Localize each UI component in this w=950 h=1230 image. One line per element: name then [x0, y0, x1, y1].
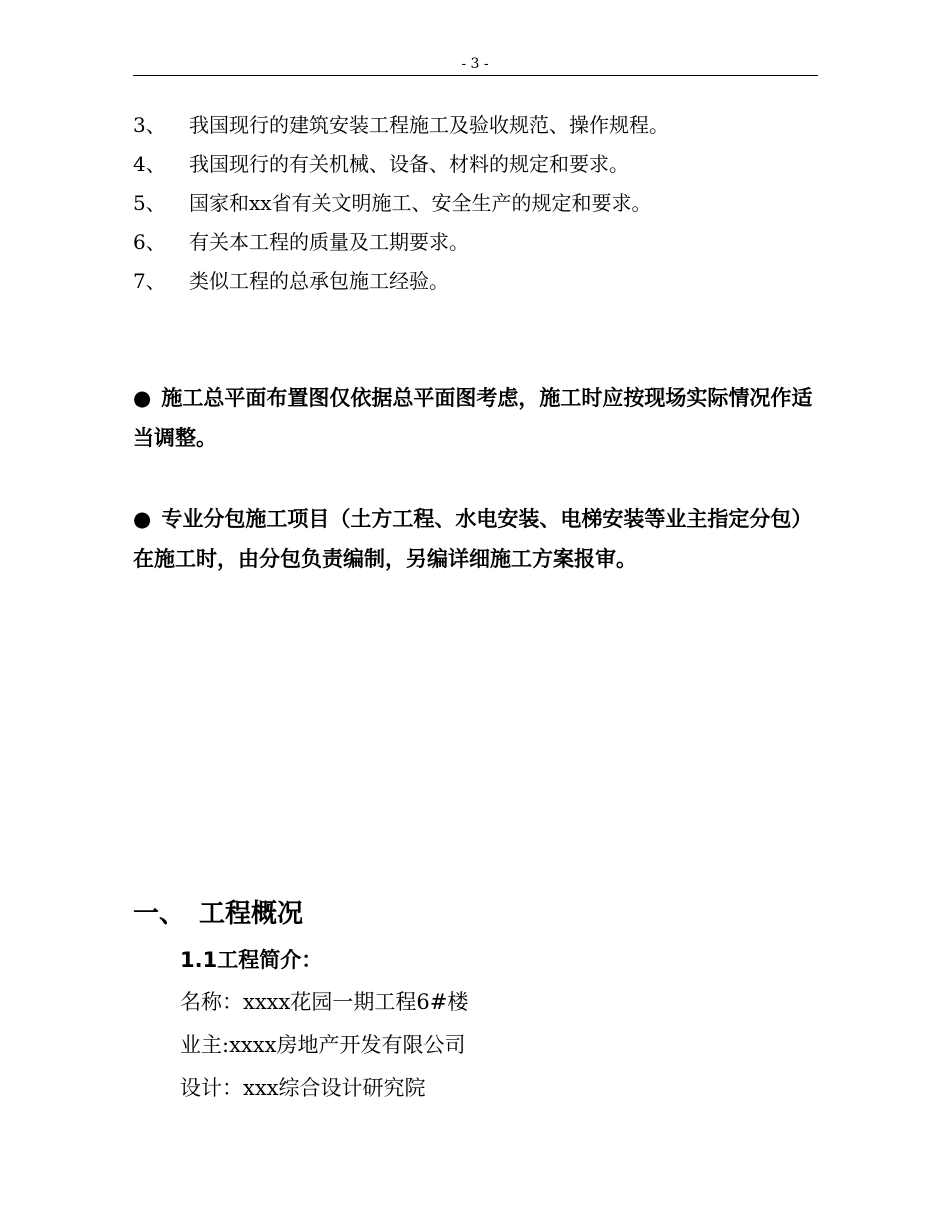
- note-site-layout: [133, 378, 823, 458]
- list-item-number: 6、: [133, 230, 166, 254]
- list-item-number: 4、: [133, 152, 166, 176]
- list-item-text: 国家和xx省有关文明施工、安全生产的规定和要求。: [189, 191, 652, 215]
- list-item: [133, 223, 823, 262]
- basis-list: [133, 106, 823, 301]
- list-item: [133, 106, 823, 145]
- project-designer: 设计：xxx综合设计研究院: [180, 1076, 426, 1100]
- page-number: - 3 -: [461, 56, 489, 72]
- list-item-text: 类似工程的总承包施工经验。: [189, 269, 449, 293]
- section-title: 工程概况: [199, 899, 304, 929]
- section-number: 一、: [133, 899, 186, 929]
- list-item: [133, 145, 823, 184]
- list-item-number: 5、: [133, 191, 166, 215]
- list-item: [133, 184, 823, 223]
- project-name: 名称：xxxx花园一期工程6#楼: [180, 990, 469, 1014]
- list-item-text: 我国现行的有关机械、设备、材料的规定和要求。: [189, 152, 629, 176]
- note-subcontract: [133, 499, 823, 579]
- note-text: 施工总平面布置图仅依据总平面图考虑，施工时应按现场实际情况作适当调整。: [133, 386, 813, 450]
- note-text: 专业分包施工项目（土方工程、水电安装、电梯安装等业主指定分包）在施工时，由分包负责编制，另编详细施工方案报审。: [133, 507, 813, 571]
- list-item-text: 我国现行的建筑安装工程施工及验收规范、操作规程。: [189, 113, 669, 137]
- bullet-icon: ●: [133, 507, 152, 531]
- section-heading: [133, 892, 303, 936]
- bullet-icon: ●: [133, 386, 152, 410]
- list-item-number: 7、: [133, 269, 166, 293]
- list-item: [133, 262, 823, 301]
- subsection-heading: 1.1工程简介：: [180, 948, 323, 972]
- header-rule: [133, 75, 818, 76]
- project-owner: 业主:xxxx房地产开发有限公司: [180, 1033, 466, 1057]
- list-item-text: 有关本工程的质量及工期要求。: [189, 230, 469, 254]
- list-item-number: 3、: [133, 113, 166, 137]
